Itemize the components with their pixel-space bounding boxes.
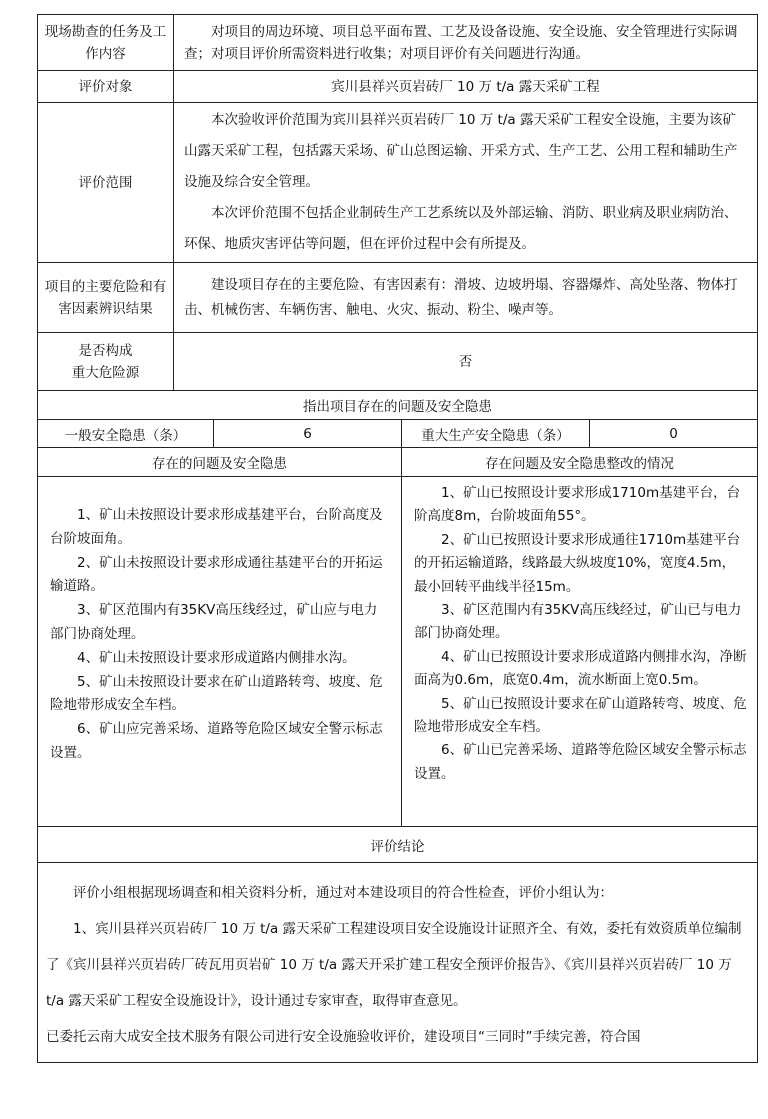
issue-item: 2、矿山未按照设计要求形成通往基建平台的开拓运输道路。 [50, 554, 383, 595]
fix-item: 1、矿山已按照设计要求形成1710m基建平台，台阶高度8m，台阶坡面角55°。 [414, 485, 741, 525]
counts-row [38, 420, 758, 448]
major-hazard-value: 否 [174, 333, 758, 391]
conclusion-header: 评价结论 [38, 827, 758, 863]
evaluation-table [37, 14, 758, 1063]
hazards-row [38, 263, 758, 333]
conclusion-paragraph-3: 已委托云南大成安全技术服务有限公司进行安全设施验收评价，建设项目“三同时”手续完善，符合国 [46, 1029, 641, 1045]
task-label: 现场勘查的任务及工作内容 [38, 15, 174, 71]
fixes-list [402, 477, 758, 827]
fix-item: 4、矿山已按照设计要求形成道路内侧排水沟，净断面高为0.6m，底宽0.4m，流水断面上宽0.5m。 [414, 648, 747, 689]
major-hazard-label [38, 333, 174, 391]
major-hazard-row [38, 333, 758, 391]
scope-row [38, 103, 758, 263]
conclusion-header-row [38, 827, 758, 863]
issues-header-row [38, 391, 758, 420]
issues-detail-row [38, 477, 758, 827]
issues-column-header: 存在的问题及安全隐患 [38, 448, 402, 477]
fix-item: 5、矿山已按照设计要求在矿山道路转弯、坡度、危险地带形成安全车档。 [414, 695, 747, 736]
fix-item: 2、矿山已按照设计要求形成通往1710m基建平台的开拓运输道路，线路最大纵坡度10%，宽度4.5m，最小回转平曲线半径15m。 [414, 531, 741, 595]
hazards-content: 建设项目存在的主要危险、有害因素有：滑坡、边坡坍塌、容器爆炸、高处坠落、物体打击、机械伤害、车辆伤害、触电、火灾、振动、粉尘、噪声等。 [184, 276, 738, 318]
hazards-label: 项目的主要危险和有害因素辨识结果 [38, 263, 174, 333]
major-hazard-label-line1: 是否构成 [78, 342, 133, 359]
scope-paragraph-1: 本次验收评价范围为宾川县祥兴页岩砖厂 10 万 t/a 露天采矿工程安全设施，主要为该矿山露天采矿工程，包括露天采场、矿山总图运输、开采方式、生产工艺、公用工程和辅助生产设施及综合安全管理。 [184, 112, 738, 190]
conclusion-paragraph-1: 评价小组根据现场调查和相关资料分析，通过对本建设项目的符合性检查，评价小组认为： [73, 885, 613, 901]
conclusion-body [38, 863, 758, 1063]
issues-list [38, 477, 402, 827]
task-content: 对项目的周边环境、项目总平面布置、工艺及设备设施、安全设施、安全管理进行实际调查；对项目评价所需资料进行收集；对项目评价有关问题进行沟通。 [184, 23, 738, 62]
object-label: 评价对象 [38, 71, 174, 103]
major-hazard-label-line2: 重大危险源 [71, 364, 140, 381]
general-hazard-count-label: 一般安全隐患（条） [38, 420, 214, 448]
scope-label: 评价范围 [38, 103, 174, 263]
issue-item: 4、矿山未按照设计要求形成道路内侧排水沟。 [77, 649, 356, 666]
fix-item: 3、矿区范围内有35KV高压线经过，矿山已与电力部门协商处理。 [414, 602, 742, 642]
issue-item: 1、矿山未按照设计要求形成基建平台，台阶高度及台阶坡面角。 [50, 507, 383, 547]
major-hazard-count-label: 重大生产安全隐患（条） [402, 420, 590, 448]
fixes-column-header: 存在问题及安全隐患整改的情况 [402, 448, 758, 477]
major-hazard-count-value: 0 [590, 420, 758, 448]
general-hazard-count-value: 6 [214, 420, 402, 448]
object-content: 宾川县祥兴页岩砖厂 10 万 t/a 露天采矿工程 [174, 71, 758, 103]
issues-header: 指出项目存在的问题及安全隐患 [38, 391, 758, 420]
issue-item: 3、矿区范围内有35KV高压线经过，矿山应与电力部门协商处理。 [50, 602, 378, 642]
task-row [38, 15, 758, 71]
conclusion-row [38, 863, 758, 1063]
column-header-row [38, 448, 758, 477]
issue-item: 6、矿山应完善采场、道路等危险区域安全警示标志设置。 [50, 721, 383, 761]
issue-item: 5、矿山未按照设计要求在矿山道路转弯、坡度、危险地带形成安全车档。 [50, 673, 383, 714]
object-row [38, 71, 758, 103]
evaluation-form [37, 14, 757, 1063]
scope-paragraph-2: 本次评价范围不包括企业制砖生产工艺系统以及外部运输、消防、职业病及职业病防治、环保、地质灾害评估等问题，但在评价过程中会有所提及。 [184, 205, 738, 252]
conclusion-paragraph-2: 1、宾川县祥兴页岩砖厂 10 万 t/a 露天采矿工程建设项目安全设施设计证照齐全、有效，委托有效资质单位编制了《宾川县祥兴页岩砖厂砖瓦用页岩矿 10 万 t/a 露天开采扩建工程安全预评价报告》、《宾川县祥兴页岩砖厂 10 万 t/a 露天采矿工程安全设施设计》，设计通过专家审查，取得审查意见。 [46, 921, 742, 1009]
fix-item: 6、矿山已完善采场、道路等危险区域安全警示标志设置。 [414, 742, 747, 782]
